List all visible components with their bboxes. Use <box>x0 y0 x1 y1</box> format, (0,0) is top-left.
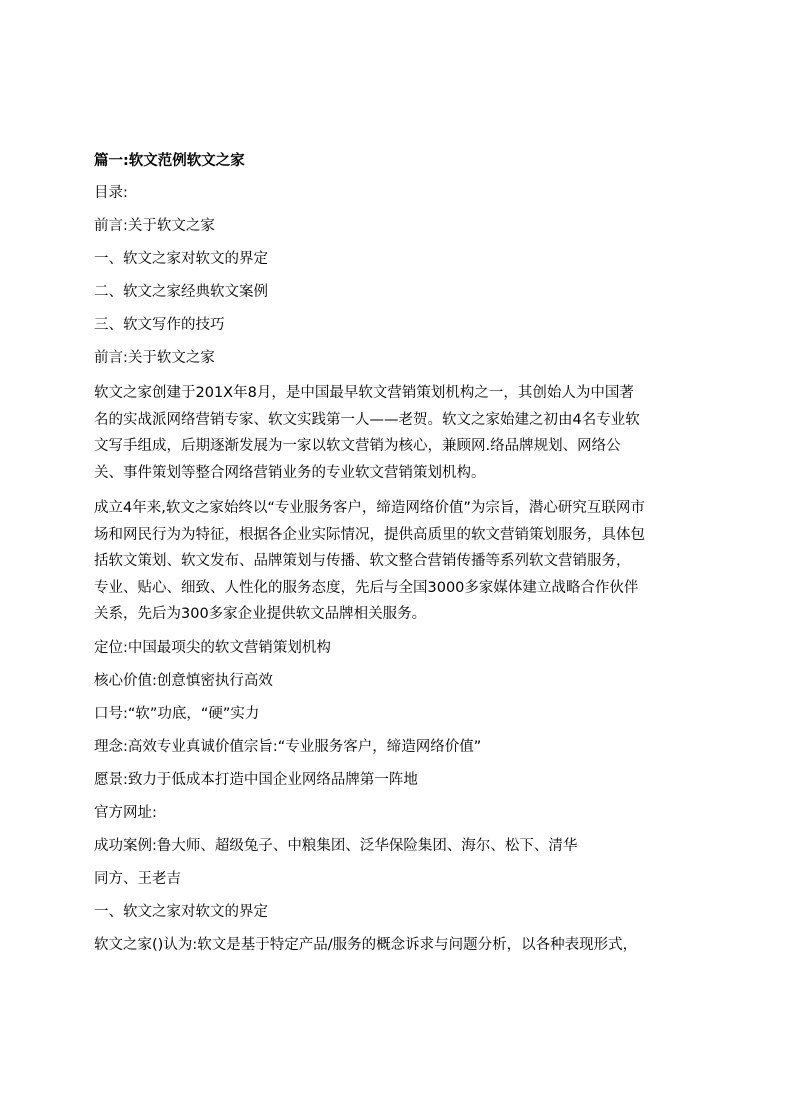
paragraph-line: 专业、贴心、细致、人性化的服务态度，先后与全国3000多家媒体建立战略合作伙伴 <box>94 579 639 596</box>
toc-item-section-2: 二、软文之家经典软文案例 <box>94 284 268 300</box>
paragraph-line: 场和网民行为为特征，根据各企业实际情况，提供高质里的软文营销策划服务，具体包 <box>94 526 645 543</box>
section-1-heading: 一、软文之家对软文的界定 <box>94 903 268 920</box>
positioning-line: 定位:中国最项尖的软文营销策划机构 <box>94 639 331 656</box>
slogan-line: 口号:“软”功底，“硬”实力 <box>94 705 260 722</box>
toc-item-preface: 前言:关于软文之家 <box>94 218 215 234</box>
cases-line-1: 成功案例:鲁大师、超级兔子、中粮集团、泛华保险集团、海尔、松下、清华 <box>94 837 578 854</box>
website-line: 官方网址: <box>94 804 157 821</box>
toc-item-section-3: 三、软文写作的技巧 <box>94 317 225 333</box>
paragraph-line: 名的实战派网络营销专家、软文实践第一人——老贺。软文之家始建之初由4名专业软 <box>94 411 640 428</box>
paragraph-line: 关系，先后为300多家企业提供软文品牌相关服务。 <box>94 606 427 622</box>
toc-item-section-1: 一、软文之家对软文的界定 <box>94 251 268 267</box>
document-body <box>94 150 704 967</box>
toc-heading: 目录: <box>94 185 128 201</box>
core-value-line: 核心价值:创意慎密执行高效 <box>94 672 273 689</box>
philosophy-line: 理念:高效专业真诚价值宗旨:“专业服务客户，缔造网络价值” <box>94 738 482 755</box>
preface-heading: 前言:关于软文之家 <box>94 350 215 366</box>
paragraph-line: 软文之家创建于201X年8月，是中国最早软文营销策划机构之一，其创始人为中国著 <box>94 385 634 401</box>
paragraph-line: 成立4年来,软文之家始终以“专业服务客户，缔造网络价值”为宗旨，潜心研究互联网市 <box>94 500 645 516</box>
preface-paragraph-1 <box>94 380 704 486</box>
paragraph-line: 括软文策划、软文发布、品牌策划与传播、软文整合营销传播等系列软文营销服务， <box>94 553 631 569</box>
preface-paragraph-2 <box>94 495 704 628</box>
document-title: 篇一:软文范例软文之家 <box>94 153 245 169</box>
section-1-paragraph: 软文之家()认为:软文是基于特定产品/服务的概念诉求与问题分析，以各种表现形式， <box>94 936 638 953</box>
paragraph-line: 关、事件策划等整合网络营销业务的专业软文营销策划机构。 <box>94 464 486 481</box>
cases-line-2: 同方、王老吉 <box>94 870 181 887</box>
vision-line: 愿景:致力于低成本打造中国企业网络品牌第一阵地 <box>94 771 418 788</box>
paragraph-line: 文写手组成，后期逐渐发展为一家以软文营销为核心，兼顾网.络品牌规划、网络公 <box>94 438 621 454</box>
